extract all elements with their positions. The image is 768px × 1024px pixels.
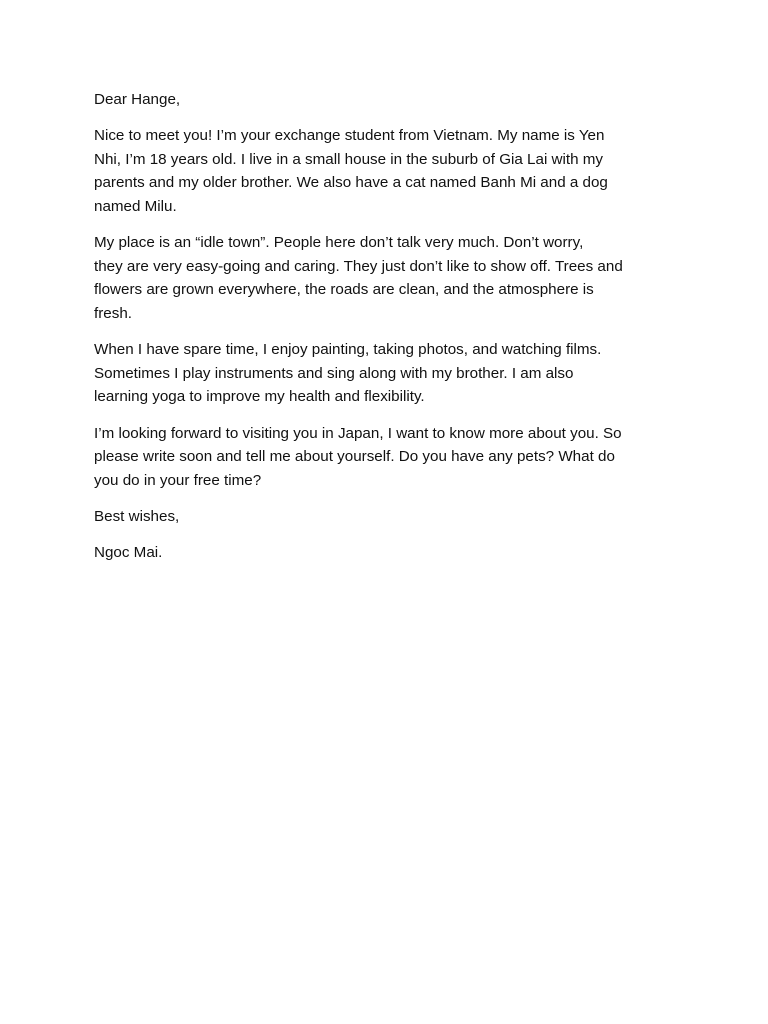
paragraph-line: When I have spare time, I enjoy painting, taking photos, and watching films. bbox=[94, 341, 602, 359]
paragraph-request bbox=[94, 422, 670, 493]
paragraph-line: parents and my older brother. We also have a cat named Banh Mi and a dog bbox=[94, 174, 608, 192]
paragraph-line: I’m looking forward to visiting you in Japan, I want to know more about you. So bbox=[94, 424, 622, 442]
paragraph-line: named Milu. bbox=[94, 197, 177, 215]
salutation: Dear Hange, bbox=[94, 91, 181, 108]
paragraph-line: My place is an “idle town”. People here don’t talk very much. Don’t worry, bbox=[94, 234, 584, 252]
paragraph-line: please write soon and tell me about yourself. Do you have any pets? What do bbox=[94, 448, 615, 466]
paragraph-line: Sometimes I play instruments and sing along with my brother. I am also bbox=[94, 364, 574, 382]
paragraph-introduction bbox=[94, 124, 670, 218]
paragraph-line: fresh. bbox=[94, 304, 132, 322]
paragraph-line: you do in your free time? bbox=[94, 471, 262, 489]
paragraph-hobbies bbox=[94, 338, 670, 409]
paragraph-line: Nice to meet you! I’m your exchange student from Vietnam. My name is Yen bbox=[94, 127, 605, 145]
paragraph-line: learning yoga to improve my health and flexibility. bbox=[94, 388, 425, 406]
signature: Ngoc Mai. bbox=[94, 544, 163, 562]
paragraph-line: they are very easy-going and caring. They just don’t like to show off. Trees and bbox=[94, 257, 623, 275]
paragraph-line: Nhi, I’m 18 years old. I live in a small house in the suburb of Gia Lai with my bbox=[94, 150, 604, 168]
paragraph-line: flowers are grown everywhere, the roads are clean, and the atmosphere is bbox=[94, 281, 594, 299]
closing: Best wishes, bbox=[94, 507, 180, 525]
letter-body bbox=[94, 88, 670, 577]
paragraph-hometown bbox=[94, 231, 670, 325]
